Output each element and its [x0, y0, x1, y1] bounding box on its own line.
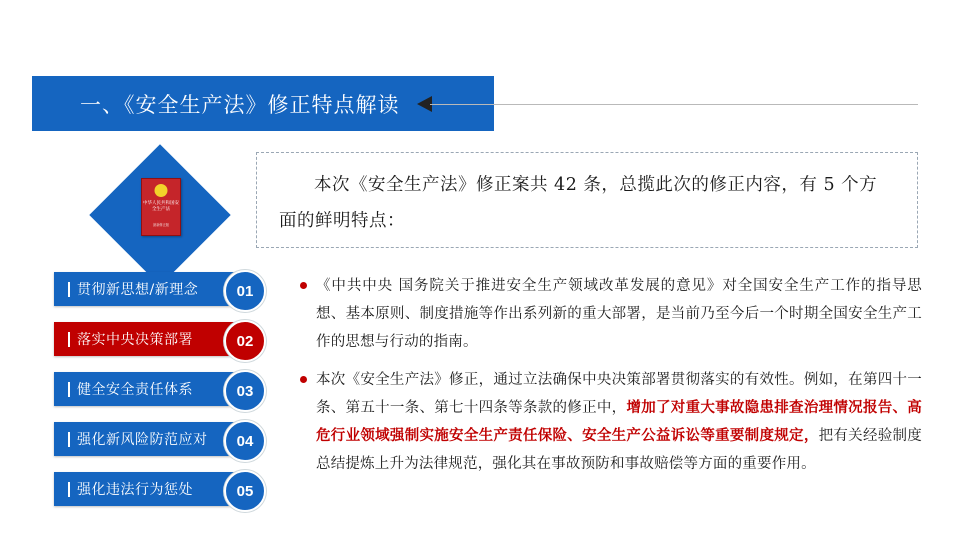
book-diamond-graphic: [95, 150, 225, 280]
menu-item-3-bar[interactable]: [54, 372, 240, 406]
menu-item-5-number: 05: [224, 470, 266, 512]
menu-item-5[interactable]: [54, 472, 294, 506]
bullet-dot-icon: [300, 282, 307, 289]
paragraph-1-before: 《中共中央 国务院关于推进安全生产领域改革发展的意见》对全国安全生产工作的指导思想、基本原则、制度措施等作出系列新的重大部署，是当前乃至今后一个时期全国安全生产工作的思想与行动的指南。: [316, 278, 922, 350]
menu-item-4[interactable]: [54, 422, 294, 456]
paragraph-1-text: [316, 272, 922, 356]
menu-tick-icon: [68, 482, 70, 497]
feature-menu-list: [54, 272, 294, 522]
menu-item-3-number: 03: [224, 370, 266, 412]
menu-item-3-label: 健全安全责任体系: [77, 382, 193, 398]
book-title-text: 中华人民共和国安全生产法: [143, 201, 179, 212]
menu-tick-icon: [68, 382, 70, 397]
page-title: 一、《安全生产法》修正特点解读: [80, 92, 400, 117]
paragraph-2: [300, 366, 922, 478]
title-divider-line: [430, 104, 918, 105]
menu-tick-icon: [68, 332, 70, 347]
bullet-dot-icon: [300, 376, 307, 383]
menu-tick-icon: [68, 282, 70, 297]
paragraph-2-highlight: 增加了对重大事故隐患排查治理情况报告、高危行业领域强制实施安全生产责任保险、安全生产公益诉讼等重要制度规定，: [316, 399, 923, 444]
content-paragraphs: [300, 272, 922, 488]
intro-callout-box: [256, 152, 918, 248]
menu-item-4-label: 强化新风险防范应对: [77, 432, 208, 448]
book-subtitle-text: 最新修正版: [153, 223, 169, 227]
menu-item-1-bar[interactable]: [54, 272, 240, 306]
menu-item-5-bar[interactable]: [54, 472, 240, 506]
paragraph-2-before: 本次《安全生产法》修正，通过立法确保中央决策部署贯彻落实的有效性。例如，在第四十一条、第五十一条、第七十四条等条款的修正中，: [316, 372, 922, 416]
menu-item-1[interactable]: [54, 272, 294, 306]
menu-item-2[interactable]: [54, 322, 294, 356]
book-emblem-icon: [155, 184, 168, 197]
paragraph-1: [300, 272, 922, 356]
menu-item-5-label: 强化违法行为惩处: [77, 482, 193, 498]
menu-item-4-number: 04: [224, 420, 266, 462]
menu-tick-icon: [68, 432, 70, 447]
menu-item-2-number: 02: [224, 320, 266, 362]
intro-callout-text: 本次《安全生产法》修正案共 42 条，总揽此次的修正内容，有 5 个方面的鲜明特点：: [279, 175, 878, 231]
menu-item-2-label: 落实中央决策部署: [77, 332, 193, 348]
menu-item-4-bar[interactable]: [54, 422, 240, 456]
menu-item-1-label: 贯彻新思想/新理念: [77, 282, 199, 298]
menu-item-1-number: 01: [224, 270, 266, 312]
law-book-icon: [141, 178, 181, 236]
paragraph-2-after: 把有关经验制度总结提炼上升为法律规范，强化其在事故预防和事故赔偿等方面的重要作用。: [316, 428, 923, 472]
menu-item-2-bar[interactable]: [54, 322, 240, 356]
menu-item-3[interactable]: [54, 372, 294, 406]
paragraph-2-text: [316, 366, 922, 478]
